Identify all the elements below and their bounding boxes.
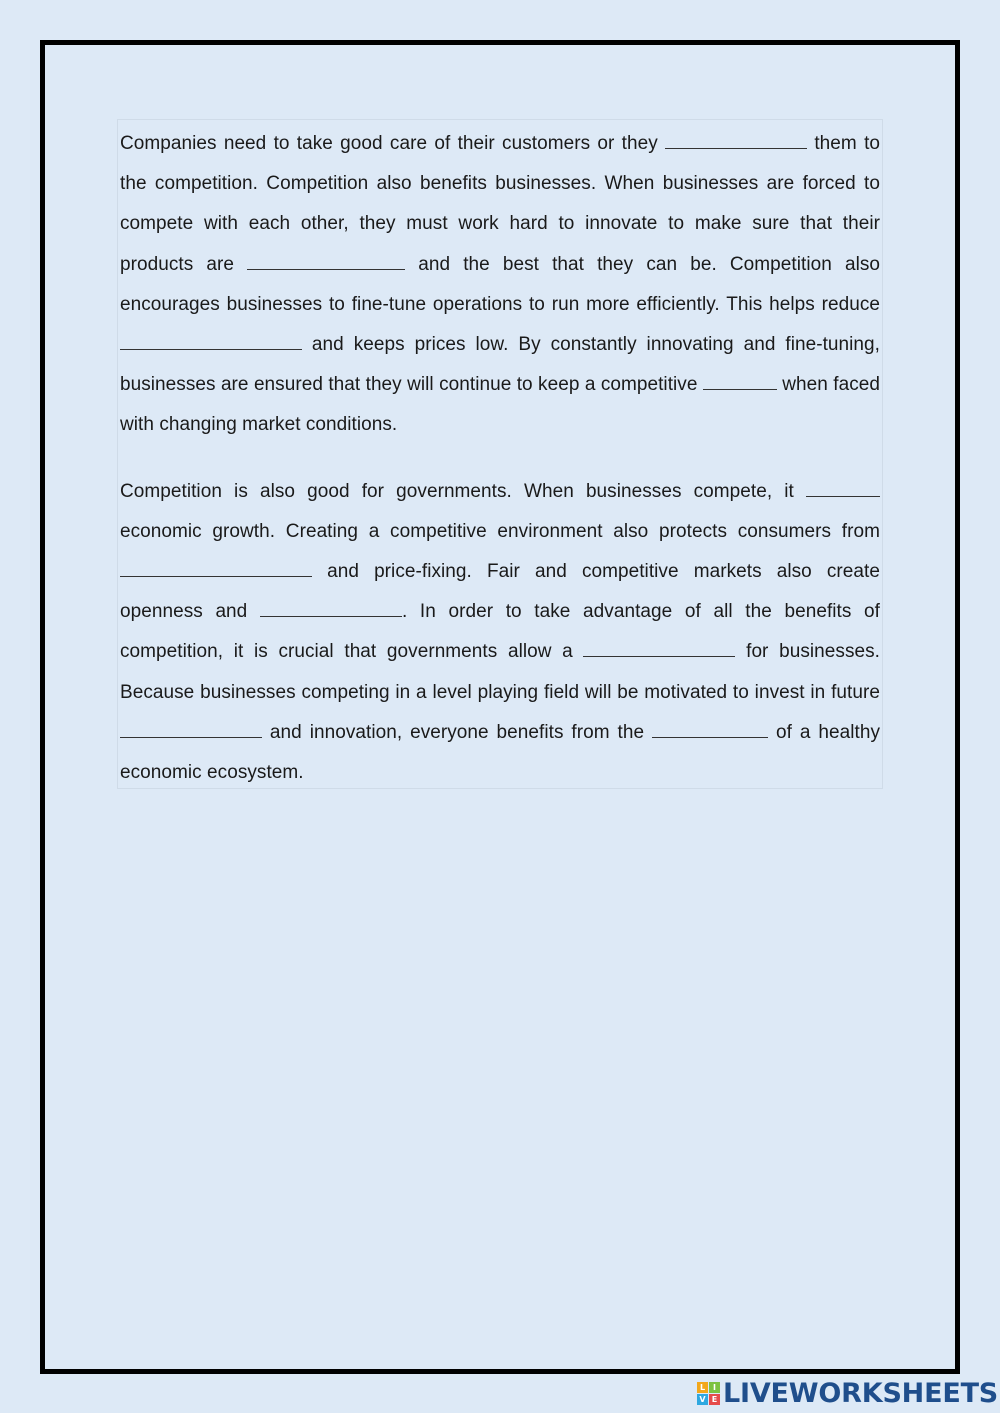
logo-mark-letter: V <box>697 1394 708 1405</box>
blank-input-3[interactable] <box>120 333 302 350</box>
liveworksheets-logo <box>697 1376 998 1410</box>
text-segment: and price-fixing. Fair and competitive markets also create openness and <box>120 561 880 623</box>
liveworksheets-logo-icon <box>697 1382 720 1405</box>
blank-input-6[interactable] <box>120 560 312 577</box>
blank-input-7[interactable] <box>260 600 402 617</box>
text-segment: and keeps prices low. By constantly innovating and fine-tuning, businesses are ensured that they will continue to keep a competitive <box>120 334 880 396</box>
worksheet-page <box>40 40 960 1374</box>
worksheet-text-box <box>117 119 883 789</box>
text-segment: . In order to take advantage of all the benefits of competition, it is crucial that governments allow a <box>120 601 881 663</box>
blank-input-4[interactable] <box>703 373 777 390</box>
text-segment: and the best that they can be. Competition also encourages businesses to fine-tune operations to run more efficiently. This helps reduce <box>120 253 881 315</box>
logo-mark-letter: L <box>697 1382 708 1393</box>
logo-text: LIVEWORKSHEETS <box>723 1377 999 1409</box>
paragraph-1 <box>120 124 880 446</box>
blank-input-10[interactable] <box>652 721 768 738</box>
logo-mark-letter: I <box>709 1382 720 1393</box>
text-segment: when faced with changing market conditions. <box>120 374 880 436</box>
text-segment: for businesses. Because businesses competing in a level playing field will be motivated to invest in future <box>120 641 880 703</box>
text-segment: Competition is also good for governments. When businesses compete, it <box>120 480 806 502</box>
blank-input-1[interactable] <box>665 132 807 149</box>
blank-input-5[interactable] <box>806 480 880 497</box>
blank-input-8[interactable] <box>583 640 735 657</box>
text-segment: Companies need to take good care of their customers or they <box>120 133 666 154</box>
text-segment: of a healthy economic ecosystem. <box>120 721 880 784</box>
logo-mark-letter: E <box>709 1394 720 1405</box>
paragraph-2 <box>120 472 880 794</box>
text-segment: and innovation, everyone benefits from the <box>262 721 653 743</box>
text-segment: economic growth. Creating a competitive environment also protects consumers from <box>120 520 880 542</box>
text-segment: them to the competition. Competition also benefits businesses. When businesses are forced to compete with each other, they must work hard to innovate to make sure that their products are <box>120 133 881 275</box>
blank-input-9[interactable] <box>120 721 262 738</box>
blank-input-2[interactable] <box>247 253 405 270</box>
